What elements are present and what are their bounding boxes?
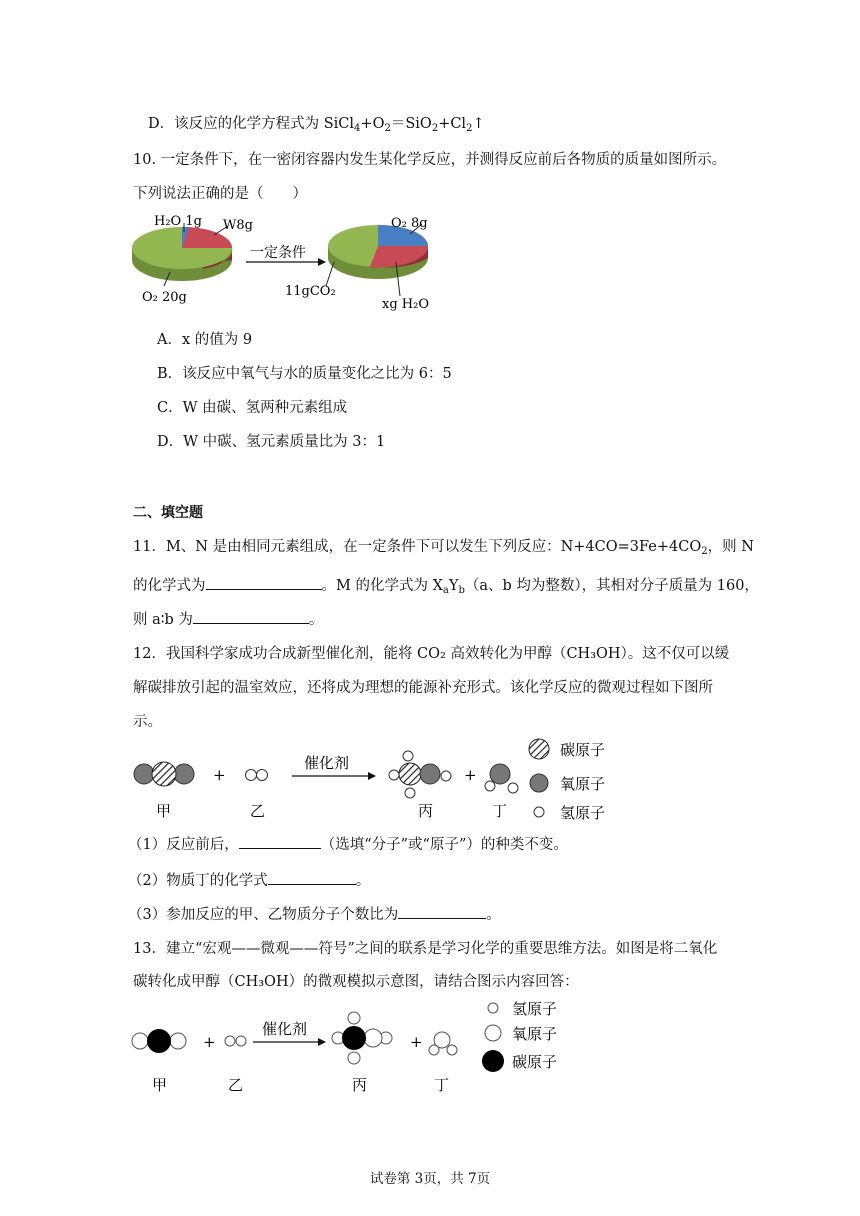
section-heading: 二、填空题 bbox=[133, 505, 203, 521]
catalyst-label: 催化剂 bbox=[304, 754, 350, 772]
legend-carbon: 碳原子 bbox=[512, 1053, 558, 1071]
molecule-yi-h2 bbox=[246, 770, 268, 781]
q10-pie-figure bbox=[128, 210, 438, 315]
q11-line3: 则 a∶b 为 。 bbox=[133, 608, 323, 629]
label-jia: 甲 bbox=[156, 802, 172, 820]
pie-after-co2-label: 11gCO₂ bbox=[285, 284, 336, 299]
molecule-bing-ch3oh bbox=[389, 751, 451, 798]
arrow-right-icon bbox=[318, 1038, 326, 1046]
q10-option-b: B．该反应中氧气与水的质量变化之比为 6：5 bbox=[157, 366, 452, 382]
molecule-jia-co2 bbox=[134, 762, 194, 786]
arrow-condition-label: 一定条件 bbox=[250, 245, 306, 261]
label-yi: 乙 bbox=[228, 1076, 244, 1094]
q13-reaction-diagram bbox=[128, 996, 598, 1096]
pie-before-h2o-label: H₂O 1g bbox=[154, 214, 202, 229]
page-footer: 试卷第 3页，共 7页 bbox=[369, 1171, 491, 1187]
pie-before-w-label: W8g bbox=[223, 218, 253, 233]
legend-hydrogen: 氢原子 bbox=[512, 1000, 558, 1018]
label-jia: 甲 bbox=[152, 1076, 168, 1094]
legend bbox=[529, 739, 605, 822]
q12-blank-1[interactable] bbox=[239, 834, 321, 849]
q11-line2: 的化学式为 。M 的化学式为 $X_aY_b(a$、b 均为整数），其相对分子质量为 160， bbox=[133, 574, 759, 595]
q12-line1: 12．我国科学家成功合成新型催化剂，能将 CO₂ 高效转化为甲醇（CH₃OH）。这不仅可以缓 bbox=[133, 646, 730, 662]
q10-stem-line2: 下列说法正确的是（ ） bbox=[133, 186, 307, 202]
molecule-bing-ch3oh bbox=[332, 1012, 392, 1064]
molecule-jia-co2 bbox=[132, 1029, 186, 1053]
q11-answer-blank-2[interactable] bbox=[193, 609, 309, 624]
q12-line3: 示。 bbox=[133, 714, 162, 730]
catalyst-label: 催化剂 bbox=[262, 1020, 308, 1038]
molecule-ding-h2o bbox=[485, 764, 518, 793]
q10-option-c: C．W 由碳、氢两种元素组成 bbox=[157, 400, 348, 416]
molecule-yi-h2 bbox=[225, 1036, 246, 1046]
molecule-ding-h2o bbox=[429, 1032, 457, 1055]
plus-sign: + bbox=[464, 766, 477, 784]
q13-line2: 碳转化成甲醇（CH₃OH）的微观模拟示意图，请结合图示内容回答： bbox=[133, 974, 579, 990]
q10-stem-line1: 10. 一定条件下，在一密闭容器内发生某化学反应，并测得反应前后各物质的质量如图所示。 bbox=[133, 152, 727, 168]
q12-part2: （2）物质丁的化学式 。 bbox=[128, 869, 370, 890]
plus-sign: + bbox=[203, 1033, 216, 1051]
q12-line2: 解碳排放引起的温室效应，还将成为理想的能源补充形式。该化学反应的微观过程如下图所 bbox=[133, 680, 713, 696]
pie-after-o2-label: O₂ 8g bbox=[391, 216, 428, 231]
q10-option-d: D．W 中碳、氢元素质量比为 3：1 bbox=[157, 434, 386, 450]
legend bbox=[482, 1000, 557, 1072]
label-bing: 丙 bbox=[418, 802, 434, 820]
q10-option-a: A．x 的值为 9 bbox=[157, 332, 253, 348]
q12-blank-3[interactable] bbox=[398, 904, 486, 919]
q11-answer-blank-1[interactable] bbox=[206, 575, 322, 590]
label-bing: 丙 bbox=[352, 1076, 368, 1094]
q12-part3: （3）参加反应的甲、乙物质分子个数比为 。 bbox=[128, 903, 501, 924]
pie-before bbox=[132, 223, 232, 286]
pie-after bbox=[326, 224, 428, 296]
plus-sign: + bbox=[410, 1033, 423, 1051]
pie-after-h2o-label: xg H₂O bbox=[382, 297, 429, 312]
arrow-right-icon bbox=[368, 772, 376, 780]
legend-carbon: 碳原子 bbox=[560, 741, 606, 759]
legend-oxygen: 氧原子 bbox=[560, 775, 606, 793]
q13-line1: 13．建立“宏观——微观——符号”之间的联系是学习化学的重要思维方法。如图是将二氧化 bbox=[133, 941, 718, 957]
legend-hydrogen: 氢原子 bbox=[560, 804, 606, 822]
label-ding: 丁 bbox=[434, 1076, 450, 1094]
pie-before-o2-label: O₂ 20g bbox=[142, 290, 187, 305]
label-yi: 乙 bbox=[250, 802, 266, 820]
q12-part1: （1）反应前后， （选填“分子”或“原子”）的种类不变。 bbox=[128, 833, 568, 854]
q11-line1: 11．M、N 是由相同元素组成，在一定条件下可以发生下列反应：$N+4CO=3Fe+4CO_2$，则 N bbox=[133, 539, 754, 557]
q12-blank-2[interactable] bbox=[268, 870, 356, 885]
plus-sign: + bbox=[213, 766, 226, 784]
q9-option-d: D．该反应的化学方程式为 $SiCl_4+O_2=SiO_2+Cl_2↑$ bbox=[148, 116, 485, 134]
legend-oxygen: 氧原子 bbox=[512, 1025, 558, 1043]
q12-reaction-diagram bbox=[128, 732, 618, 824]
label-ding: 丁 bbox=[492, 802, 508, 820]
arrow-right-icon bbox=[318, 258, 326, 266]
